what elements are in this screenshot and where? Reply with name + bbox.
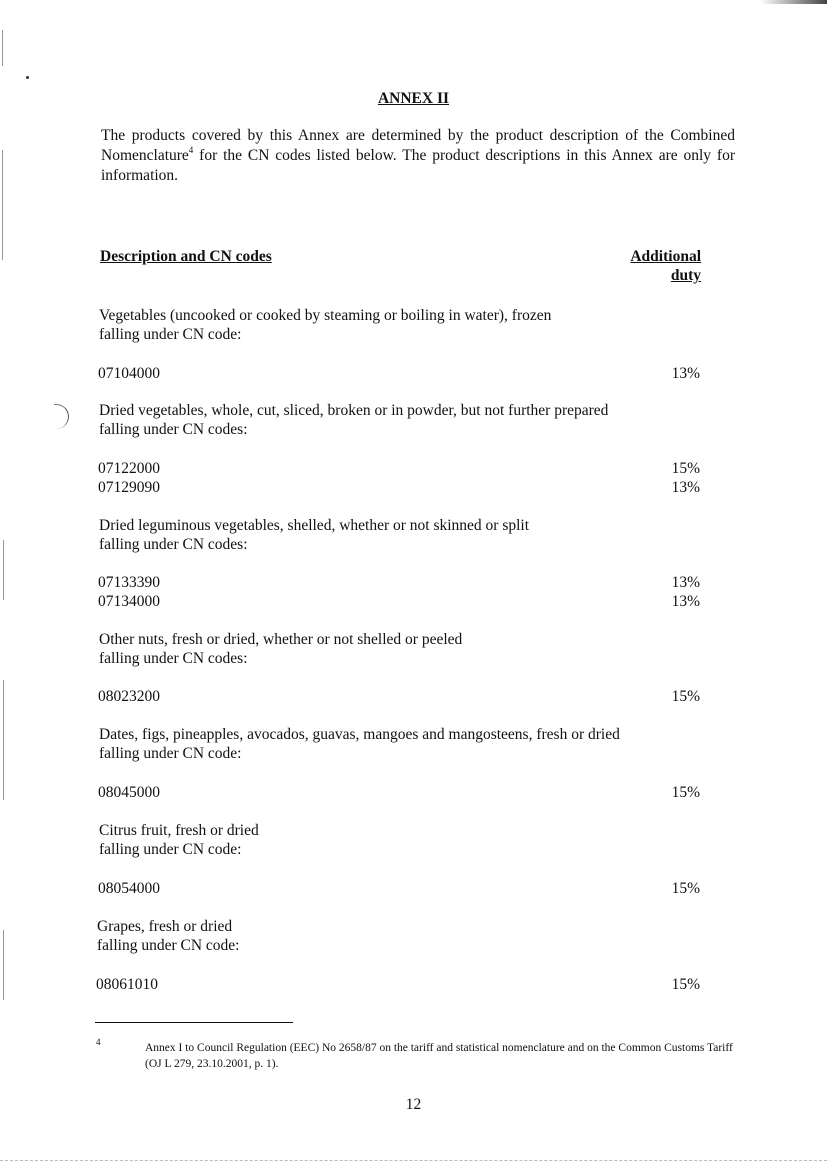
product-description (99, 401, 719, 439)
cn-code-label: falling under CN code: (99, 745, 242, 762)
cn-code: 08054000 (98, 880, 160, 897)
duty-rate: 15% (671, 688, 700, 705)
description-line: Grapes, fresh or dried (97, 918, 233, 935)
punch-hole-mark (54, 404, 69, 429)
description-line: Other nuts, fresh or dried, whether or not shelled or peeled (99, 631, 463, 648)
cn-code: 07129090 (98, 479, 160, 496)
footnote-text: Annex I to Council Regulation (EEC) No 2658/87 on the tariff and statistical nomenclature and on the Common Customs Tariff (OJ L 279, 23.10.2001, p. 1). (145, 1042, 733, 1070)
scan-bottom-line (0, 1160, 827, 1162)
cn-code: 08023200 (98, 688, 160, 705)
cn-code: 08045000 (98, 784, 160, 801)
cn-code: 07122000 (98, 460, 160, 477)
page-title: ANNEX II (377, 90, 450, 107)
duty-rate: 13% (671, 593, 700, 610)
duty-rate: 15% (671, 460, 700, 477)
cn-code-label: falling under CN codes: (99, 650, 248, 667)
product-description (99, 725, 719, 763)
cn-code: 08061010 (96, 976, 158, 993)
scan-dot (26, 76, 29, 79)
column-header-duty (560, 247, 701, 285)
description-line: Dried vegetables, whole, cut, sliced, broken or in powder, but not further prepared (99, 402, 609, 419)
intro-text-after: for the CN codes listed below. The product descriptions in this Annex are only for information. (101, 147, 735, 184)
footnote-reference: 4 (188, 145, 194, 155)
cn-code-label: falling under CN code: (97, 937, 240, 954)
footnote-number: 4 (96, 1037, 101, 1047)
cn-code: 07133390 (98, 574, 160, 591)
description-line: Citrus fruit, fresh or dried (99, 822, 259, 839)
product-description (99, 821, 699, 859)
duty-rate: 13% (671, 365, 700, 382)
scan-edge-mark (3, 680, 4, 800)
duty-rate: 15% (671, 880, 700, 897)
intro-paragraph (101, 126, 735, 186)
page-number: 12 (405, 1096, 422, 1113)
scan-top-right-mark (760, 0, 827, 4)
product-description (99, 306, 699, 344)
column-header-duty-line1: Additional (630, 248, 701, 265)
description-line: Dates, figs, pineapples, avocados, guavas, mangoes and mangosteens, fresh or dried (99, 726, 620, 743)
duty-rate: 13% (671, 479, 700, 496)
scan-edge-mark (2, 150, 3, 260)
scan-edge-mark (3, 540, 4, 600)
cn-code-label: falling under CN codes: (99, 421, 248, 438)
cn-code-label: falling under CN code: (99, 841, 242, 858)
duty-rate: 15% (671, 976, 700, 993)
product-description (99, 516, 699, 554)
duty-rate: 15% (671, 784, 700, 801)
scan-edge-mark (2, 30, 3, 66)
intro-text-before: The products covered by this Annex are determined by the product description of the Combined Nomenclature (101, 127, 735, 164)
cn-code-label: falling under CN code: (99, 326, 242, 343)
product-description (97, 917, 697, 955)
footnote-divider (95, 1022, 293, 1023)
duty-rate: 13% (671, 574, 700, 591)
cn-code-label: falling under CN codes: (99, 536, 248, 553)
description-line: Dried leguminous vegetables, shelled, whether or not skinned or split (99, 517, 530, 534)
scan-edge-mark (3, 930, 4, 1000)
column-header-duty-line2: duty (670, 267, 701, 284)
column-header-description: Description and CN codes (100, 248, 272, 265)
cn-code: 07134000 (98, 593, 160, 610)
product-description (99, 630, 699, 668)
cn-code: 07104000 (98, 365, 160, 382)
description-line: Vegetables (uncooked or cooked by steaming or boiling in water), frozen (99, 307, 552, 324)
